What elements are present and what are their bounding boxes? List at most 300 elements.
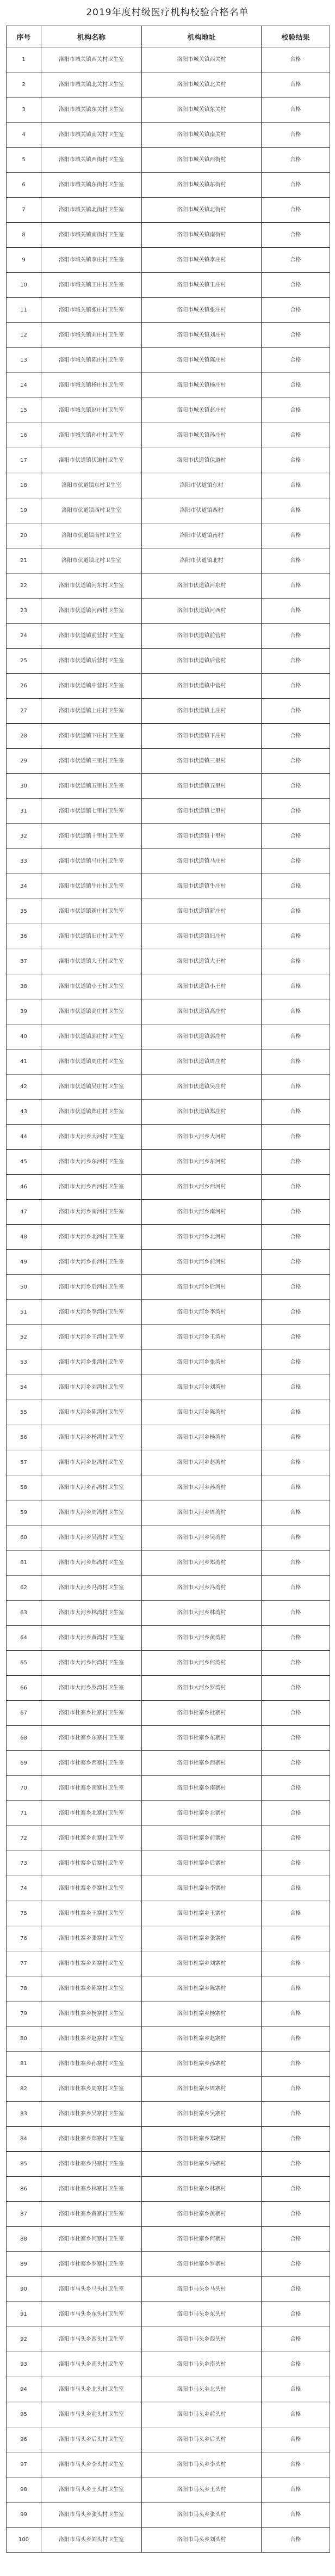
row-serial-number: 20 — [7, 523, 41, 548]
row-verification-result: 合格 — [262, 874, 330, 899]
row-serial-number: 28 — [7, 724, 41, 749]
table-row — [7, 649, 330, 674]
row-institution-name: 洛阳市伏道镇上庄村卫生室 — [41, 699, 142, 724]
row-verification-result: 合格 — [262, 2377, 330, 2402]
row-institution-name: 洛阳市大河乡东河村卫生室 — [41, 1150, 142, 1175]
row-verification-result: 合格 — [262, 198, 330, 223]
document-title: 2019年度村级医疗机构校验合格名单 — [86, 7, 249, 18]
header-serial-number: 序号 — [7, 26, 41, 47]
row-institution-address: 洛阳市杜寨乡刘寨村 — [142, 1951, 262, 1976]
row-verification-result: 合格 — [262, 1375, 330, 1400]
row-verification-result: 合格 — [262, 1250, 330, 1275]
row-verification-result: 合格 — [262, 348, 330, 373]
row-institution-name: 洛阳市伏道镇马庄村卫生室 — [41, 849, 142, 874]
table-row — [7, 724, 330, 749]
row-institution-name: 洛阳市城关镇陈庄村卫生室 — [41, 348, 142, 373]
table-row — [7, 774, 330, 799]
row-institution-name: 洛阳市马头乡李头村卫生室 — [41, 2452, 142, 2477]
row-serial-number: 78 — [7, 1976, 41, 2001]
table-row — [7, 72, 330, 97]
row-serial-number: 55 — [7, 1400, 41, 1425]
row-institution-name: 洛阳市杜寨乡冯寨村卫生室 — [41, 2152, 142, 2177]
row-institution-name: 洛阳市杜寨乡陈寨村卫生室 — [41, 1976, 142, 2001]
row-verification-result: 合格 — [262, 2227, 330, 2252]
row-institution-name: 洛阳市马头乡东头村卫生室 — [41, 2302, 142, 2327]
row-verification-result: 合格 — [262, 1400, 330, 1425]
table-row — [7, 2302, 330, 2327]
row-institution-name: 洛阳市城关镇王庄村卫生室 — [41, 273, 142, 298]
table-row — [7, 423, 330, 448]
row-institution-name: 洛阳市伏道镇南村卫生室 — [41, 523, 142, 548]
row-serial-number: 35 — [7, 899, 41, 924]
row-institution-address: 洛阳市马头乡前头村 — [142, 2402, 262, 2427]
row-verification-result: 合格 — [262, 2528, 330, 2553]
row-serial-number: 75 — [7, 1901, 41, 1926]
table-row — [7, 498, 330, 523]
row-institution-name: 洛阳市城关镇赵庄村卫生室 — [41, 398, 142, 423]
table-row — [7, 1726, 330, 1751]
table-row — [7, 1100, 330, 1125]
row-verification-result: 合格 — [262, 1676, 330, 1701]
row-verification-result: 合格 — [262, 699, 330, 724]
table-row — [7, 2477, 330, 2502]
row-institution-address: 洛阳市马头乡西头村 — [142, 2327, 262, 2352]
row-serial-number: 2 — [7, 72, 41, 97]
row-verification-result: 合格 — [262, 498, 330, 523]
row-institution-name: 洛阳市城关镇南街村卫生室 — [41, 223, 142, 248]
table-row — [7, 2352, 330, 2377]
row-verification-result: 合格 — [262, 2402, 330, 2427]
row-verification-result: 合格 — [262, 824, 330, 849]
row-institution-name: 洛阳市伏道镇吴庄村卫生室 — [41, 1075, 142, 1100]
table-row — [7, 1400, 330, 1425]
table-row — [7, 1626, 330, 1651]
row-institution-name: 洛阳市伏道镇牛庄村卫生室 — [41, 874, 142, 899]
row-verification-result: 合格 — [262, 1726, 330, 1751]
table-row — [7, 2402, 330, 2427]
row-institution-name: 洛阳市城关镇东关村卫生室 — [41, 97, 142, 123]
row-serial-number: 76 — [7, 1926, 41, 1951]
row-serial-number: 3 — [7, 97, 41, 123]
table-row — [7, 198, 330, 223]
row-institution-name: 洛阳市杜寨乡林寨村卫生室 — [41, 2177, 142, 2202]
row-serial-number: 46 — [7, 1175, 41, 1200]
row-verification-result: 合格 — [262, 899, 330, 924]
row-serial-number: 21 — [7, 548, 41, 573]
row-serial-number: 44 — [7, 1125, 41, 1150]
row-institution-name: 洛阳市城关镇孙庄村卫生室 — [41, 423, 142, 448]
row-serial-number: 27 — [7, 699, 41, 724]
row-serial-number: 84 — [7, 2127, 41, 2152]
row-verification-result: 合格 — [262, 1951, 330, 1976]
row-verification-result: 合格 — [262, 1225, 330, 1250]
row-institution-name: 洛阳市城关镇刘庄村卫生室 — [41, 323, 142, 348]
row-institution-name: 洛阳市大河乡刘湾村卫生室 — [41, 1375, 142, 1400]
row-institution-address: 洛阳市伏道镇伏道村 — [142, 448, 262, 473]
row-institution-address: 洛阳市马头乡李头村 — [142, 2452, 262, 2477]
row-serial-number: 74 — [7, 1876, 41, 1901]
row-institution-name: 洛阳市伏道镇河西村卫生室 — [41, 599, 142, 624]
row-institution-address: 洛阳市杜寨乡杜寨村 — [142, 1701, 262, 1726]
table-row — [7, 2227, 330, 2252]
row-serial-number: 33 — [7, 849, 41, 874]
row-verification-result: 合格 — [262, 2001, 330, 2026]
row-verification-result: 合格 — [262, 47, 330, 72]
row-institution-name: 洛阳市城关镇西关村卫生室 — [41, 47, 142, 72]
row-institution-address: 洛阳市城关镇李庄村 — [142, 248, 262, 273]
row-institution-address: 洛阳市杜寨乡张寨村 — [142, 1926, 262, 1951]
row-verification-result: 合格 — [262, 1701, 330, 1726]
row-verification-result: 合格 — [262, 97, 330, 123]
row-institution-address: 洛阳市城关镇南街村 — [142, 223, 262, 248]
row-institution-name: 洛阳市伏道镇伏道村卫生室 — [41, 448, 142, 473]
table-row — [7, 1024, 330, 1049]
table-row — [7, 624, 330, 649]
row-institution-address: 洛阳市杜寨乡西寨村 — [142, 1751, 262, 1776]
row-institution-name: 洛阳市大河乡王湾村卫生室 — [41, 1325, 142, 1350]
row-verification-result: 合格 — [262, 1551, 330, 1576]
table-row — [7, 2001, 330, 2026]
row-serial-number: 51 — [7, 1300, 41, 1325]
row-serial-number: 37 — [7, 949, 41, 974]
row-verification-result: 合格 — [262, 2052, 330, 2077]
row-institution-address: 洛阳市伏道镇上庄村 — [142, 699, 262, 724]
row-institution-name: 洛阳市马头乡北头村卫生室 — [41, 2377, 142, 2402]
table-row — [7, 2427, 330, 2452]
row-institution-address: 洛阳市大河乡孙湾村 — [142, 1475, 262, 1500]
row-institution-name: 洛阳市杜寨乡张寨村卫生室 — [41, 1926, 142, 1951]
row-serial-number: 16 — [7, 423, 41, 448]
table-row — [7, 1801, 330, 1826]
row-institution-name: 洛阳市马头乡张头村卫生室 — [41, 2502, 142, 2528]
table-row — [7, 1876, 330, 1901]
row-institution-address: 洛阳市杜寨乡罗寨村 — [142, 2252, 262, 2277]
row-institution-name: 洛阳市城关镇张庄村卫生室 — [41, 298, 142, 323]
row-verification-result: 合格 — [262, 1475, 330, 1500]
table-row — [7, 874, 330, 899]
row-institution-name: 洛阳市伏道镇后营村卫生室 — [41, 649, 142, 674]
row-serial-number: 57 — [7, 1450, 41, 1475]
table-row — [7, 1851, 330, 1876]
row-institution-name: 洛阳市杜寨乡西寨村卫生室 — [41, 1751, 142, 1776]
row-institution-address: 洛阳市大河乡罗湾村 — [142, 1676, 262, 1701]
row-institution-address: 洛阳市城关镇西街村 — [142, 148, 262, 173]
row-verification-result: 合格 — [262, 2152, 330, 2177]
row-institution-name: 洛阳市伏道镇小王村卫生室 — [41, 974, 142, 999]
row-institution-name: 洛阳市伏道镇下庄村卫生室 — [41, 724, 142, 749]
row-serial-number: 56 — [7, 1425, 41, 1450]
row-institution-name: 洛阳市伏道镇东村卫生室 — [41, 473, 142, 498]
table-row — [7, 1175, 330, 1200]
qualified-institutions-table — [6, 26, 330, 2553]
row-institution-name: 洛阳市大河乡杨湾村卫生室 — [41, 1425, 142, 1450]
row-verification-result: 合格 — [262, 1300, 330, 1325]
row-institution-name: 洛阳市大河乡赵湾村卫生室 — [41, 1450, 142, 1475]
row-verification-result: 合格 — [262, 1976, 330, 2001]
row-institution-name: 洛阳市伏道镇中营村卫生室 — [41, 674, 142, 699]
row-institution-name: 洛阳市伏道镇前营村卫生室 — [41, 624, 142, 649]
table-row — [7, 1601, 330, 1626]
table-row — [7, 949, 330, 974]
row-serial-number: 58 — [7, 1475, 41, 1500]
row-institution-address: 洛阳市伏道镇西村 — [142, 498, 262, 523]
row-institution-address: 洛阳市伏道镇河东村 — [142, 573, 262, 599]
table-row — [7, 1500, 330, 1525]
row-institution-name: 洛阳市大河乡郑湾村卫生室 — [41, 1551, 142, 1576]
row-serial-number: 53 — [7, 1350, 41, 1375]
row-institution-address: 洛阳市杜寨乡李寨村 — [142, 1876, 262, 1901]
row-serial-number: 50 — [7, 1275, 41, 1300]
row-verification-result: 合格 — [262, 949, 330, 974]
row-institution-address: 洛阳市马头乡东头村 — [142, 2302, 262, 2327]
row-serial-number: 71 — [7, 1801, 41, 1826]
row-institution-address: 洛阳市大河乡大河村 — [142, 1125, 262, 1150]
row-institution-address: 洛阳市伏道镇河西村 — [142, 599, 262, 624]
row-institution-name: 洛阳市马头乡马头村卫生室 — [41, 2277, 142, 2302]
row-serial-number: 69 — [7, 1751, 41, 1776]
row-institution-address: 洛阳市伏道镇东村 — [142, 473, 262, 498]
row-institution-address: 洛阳市大河乡张湾村 — [142, 1350, 262, 1375]
table-row — [7, 2177, 330, 2202]
row-institution-address: 洛阳市大河乡陈湾村 — [142, 1400, 262, 1425]
table-row — [7, 1225, 330, 1250]
row-institution-address: 洛阳市大河乡郑湾村 — [142, 1551, 262, 1576]
row-institution-address: 洛阳市大河乡刘湾村 — [142, 1375, 262, 1400]
row-serial-number: 7 — [7, 198, 41, 223]
row-institution-address: 洛阳市伏道镇中营村 — [142, 674, 262, 699]
row-serial-number: 54 — [7, 1375, 41, 1400]
table-row — [7, 173, 330, 198]
table-row — [7, 2102, 330, 2127]
row-institution-address: 洛阳市城关镇东街村 — [142, 173, 262, 198]
row-institution-name: 洛阳市城关镇南关村卫生室 — [41, 123, 142, 148]
row-institution-address: 洛阳市大河乡北河村 — [142, 1225, 262, 1250]
table-row — [7, 824, 330, 849]
row-verification-result: 合格 — [262, 1626, 330, 1651]
row-serial-number: 23 — [7, 599, 41, 624]
row-serial-number: 43 — [7, 1100, 41, 1125]
row-serial-number: 96 — [7, 2427, 41, 2452]
row-verification-result: 合格 — [262, 2502, 330, 2528]
row-institution-address: 洛阳市马头乡张头村 — [142, 2502, 262, 2528]
table-row — [7, 473, 330, 498]
row-institution-name: 洛阳市马头乡王头村卫生室 — [41, 2477, 142, 2502]
row-institution-address: 洛阳市大河乡吴湾村 — [142, 1525, 262, 1551]
row-institution-address: 洛阳市城关镇刘庄村 — [142, 323, 262, 348]
row-serial-number: 11 — [7, 298, 41, 323]
table-row — [7, 2026, 330, 2052]
row-institution-address: 洛阳市伏道镇十里村 — [142, 824, 262, 849]
table-row — [7, 2152, 330, 2177]
table-row — [7, 123, 330, 148]
row-institution-address: 洛阳市城关镇赵庄村 — [142, 398, 262, 423]
row-serial-number: 5 — [7, 148, 41, 173]
row-institution-name: 洛阳市大河乡冯湾村卫生室 — [41, 1576, 142, 1601]
table-row — [7, 1075, 330, 1100]
row-serial-number: 10 — [7, 273, 41, 298]
row-institution-address: 洛阳市伏道镇旧庄村 — [142, 924, 262, 949]
table-row — [7, 248, 330, 273]
table-row — [7, 1701, 330, 1726]
row-institution-name: 洛阳市伏道镇周庄村卫生室 — [41, 1049, 142, 1075]
row-institution-name: 洛阳市大河乡何湾村卫生室 — [41, 1651, 142, 1676]
table-row — [7, 448, 330, 473]
row-verification-result: 合格 — [262, 2477, 330, 2502]
row-verification-result: 合格 — [262, 624, 330, 649]
row-serial-number: 67 — [7, 1701, 41, 1726]
row-serial-number: 47 — [7, 1200, 41, 1225]
table-row — [7, 1776, 330, 1801]
row-verification-result: 合格 — [262, 2452, 330, 2477]
row-institution-address: 洛阳市杜寨乡黄寨村 — [142, 2202, 262, 2227]
table-row — [7, 799, 330, 824]
row-serial-number: 80 — [7, 2026, 41, 2052]
row-serial-number: 81 — [7, 2052, 41, 2077]
row-serial-number: 88 — [7, 2227, 41, 2252]
row-serial-number: 12 — [7, 323, 41, 348]
table-row — [7, 2277, 330, 2302]
row-serial-number: 4 — [7, 123, 41, 148]
row-serial-number: 14 — [7, 373, 41, 398]
table-row — [7, 148, 330, 173]
row-institution-name: 洛阳市大河乡西河村卫生室 — [41, 1175, 142, 1200]
row-institution-address: 洛阳市大河乡林湾村 — [142, 1601, 262, 1626]
row-institution-name: 洛阳市杜寨乡吴寨村卫生室 — [41, 2102, 142, 2127]
row-institution-name: 洛阳市伏道镇十里村卫生室 — [41, 824, 142, 849]
row-institution-name: 洛阳市大河乡前河村卫生室 — [41, 1250, 142, 1275]
row-institution-address: 洛阳市城关镇北街村 — [142, 198, 262, 223]
row-institution-name: 洛阳市大河乡吴湾村卫生室 — [41, 1525, 142, 1551]
table-row — [7, 674, 330, 699]
row-institution-name: 洛阳市伏道镇高庄村卫生室 — [41, 999, 142, 1024]
row-verification-result: 合格 — [262, 1200, 330, 1225]
row-verification-result: 合格 — [262, 2277, 330, 2302]
table-row — [7, 373, 330, 398]
row-institution-name: 洛阳市杜寨乡郑寨村卫生室 — [41, 2127, 142, 2152]
row-institution-name: 洛阳市杜寨乡何寨村卫生室 — [41, 2227, 142, 2252]
row-institution-address: 洛阳市大河乡杨湾村 — [142, 1425, 262, 1450]
table-row — [7, 348, 330, 373]
table-row — [7, 2202, 330, 2227]
row-verification-result: 合格 — [262, 273, 330, 298]
row-institution-address: 洛阳市伏道镇南村 — [142, 523, 262, 548]
table-row — [7, 47, 330, 72]
row-institution-name: 洛阳市伏道镇旧庄村卫生室 — [41, 924, 142, 949]
row-institution-name: 洛阳市大河乡孙湾村卫生室 — [41, 1475, 142, 1500]
row-serial-number: 64 — [7, 1626, 41, 1651]
row-serial-number: 61 — [7, 1551, 41, 1576]
row-serial-number: 49 — [7, 1250, 41, 1275]
row-verification-result: 合格 — [262, 1350, 330, 1375]
row-serial-number: 94 — [7, 2377, 41, 2402]
row-institution-address: 洛阳市马头乡刘头村 — [142, 2528, 262, 2553]
row-institution-address: 洛阳市杜寨乡东寨村 — [142, 1726, 262, 1751]
row-serial-number: 31 — [7, 799, 41, 824]
row-institution-address: 洛阳市大河乡王湾村 — [142, 1325, 262, 1350]
row-verification-result: 合格 — [262, 1601, 330, 1626]
row-institution-name: 洛阳市大河乡黄湾村卫生室 — [41, 1626, 142, 1651]
row-institution-address: 洛阳市城关镇陈庄村 — [142, 348, 262, 373]
table-row — [7, 1450, 330, 1475]
row-serial-number: 99 — [7, 2502, 41, 2528]
row-institution-name: 洛阳市杜寨乡孙寨村卫生室 — [41, 2052, 142, 2077]
table-row — [7, 1300, 330, 1325]
row-institution-address: 洛阳市伏道镇前营村 — [142, 624, 262, 649]
row-institution-address: 洛阳市伏道镇下庄村 — [142, 724, 262, 749]
row-institution-address: 洛阳市大河乡东河村 — [142, 1150, 262, 1175]
row-serial-number: 25 — [7, 649, 41, 674]
row-serial-number: 65 — [7, 1651, 41, 1676]
row-verification-result: 合格 — [262, 1450, 330, 1475]
table-row — [7, 1049, 330, 1075]
row-institution-address: 洛阳市城关镇孙庄村 — [142, 423, 262, 448]
row-institution-address: 洛阳市伏道镇吴庄村 — [142, 1075, 262, 1100]
row-institution-address: 洛阳市杜寨乡北寨村 — [142, 1801, 262, 1826]
row-serial-number: 6 — [7, 173, 41, 198]
table-row — [7, 2052, 330, 2077]
row-institution-name: 洛阳市大河乡北河村卫生室 — [41, 1225, 142, 1250]
row-verification-result: 合格 — [262, 1826, 330, 1851]
row-institution-name: 洛阳市马头乡前头村卫生室 — [41, 2402, 142, 2427]
row-verification-result: 合格 — [262, 223, 330, 248]
row-institution-name: 洛阳市杜寨乡赵寨村卫生室 — [41, 2026, 142, 2052]
row-institution-address: 洛阳市城关镇西关村 — [142, 47, 262, 72]
row-serial-number: 22 — [7, 573, 41, 599]
row-institution-name: 洛阳市伏道镇郭庄村卫生室 — [41, 1024, 142, 1049]
row-serial-number: 1 — [7, 47, 41, 72]
row-institution-address: 洛阳市城关镇北关村 — [142, 72, 262, 97]
row-institution-address: 洛阳市杜寨乡赵寨村 — [142, 2026, 262, 2052]
table-row — [7, 1926, 330, 1951]
row-verification-result: 合格 — [262, 398, 330, 423]
row-serial-number: 98 — [7, 2477, 41, 2502]
row-institution-address: 洛阳市伏道镇郑庄村 — [142, 1100, 262, 1125]
row-institution-address: 洛阳市杜寨乡周寨村 — [142, 2077, 262, 2102]
row-institution-name: 洛阳市马头乡刘头村卫生室 — [41, 2528, 142, 2553]
row-serial-number: 66 — [7, 1676, 41, 1701]
row-serial-number: 39 — [7, 999, 41, 1024]
row-verification-result: 合格 — [262, 2202, 330, 2227]
row-serial-number: 79 — [7, 2001, 41, 2026]
row-verification-result: 合格 — [262, 1901, 330, 1926]
table-body — [7, 47, 330, 2553]
row-institution-name: 洛阳市杜寨乡北寨村卫生室 — [41, 1801, 142, 1826]
table-row — [7, 1976, 330, 2001]
row-verification-result: 合格 — [262, 1776, 330, 1801]
table-row — [7, 1475, 330, 1500]
row-institution-address: 洛阳市大河乡前河村 — [142, 1250, 262, 1275]
row-verification-result: 合格 — [262, 774, 330, 799]
row-institution-name: 洛阳市杜寨乡李寨村卫生室 — [41, 1876, 142, 1901]
row-verification-result: 合格 — [262, 2427, 330, 2452]
row-institution-address: 洛阳市大河乡后河村 — [142, 1275, 262, 1300]
row-serial-number: 77 — [7, 1951, 41, 1976]
row-institution-address: 洛阳市城关镇南关村 — [142, 123, 262, 148]
table-row — [7, 1350, 330, 1375]
row-institution-address: 洛阳市大河乡黄湾村 — [142, 1626, 262, 1651]
row-serial-number: 19 — [7, 498, 41, 523]
row-verification-result: 合格 — [262, 2252, 330, 2277]
row-institution-address: 洛阳市大河乡李湾村 — [142, 1300, 262, 1325]
table-row — [7, 2252, 330, 2277]
row-serial-number: 41 — [7, 1049, 41, 1075]
table-row — [7, 924, 330, 949]
row-institution-name: 洛阳市伏道镇新庄村卫生室 — [41, 899, 142, 924]
row-serial-number: 97 — [7, 2452, 41, 2477]
row-verification-result: 合格 — [262, 1024, 330, 1049]
table-row — [7, 974, 330, 999]
row-verification-result: 合格 — [262, 323, 330, 348]
